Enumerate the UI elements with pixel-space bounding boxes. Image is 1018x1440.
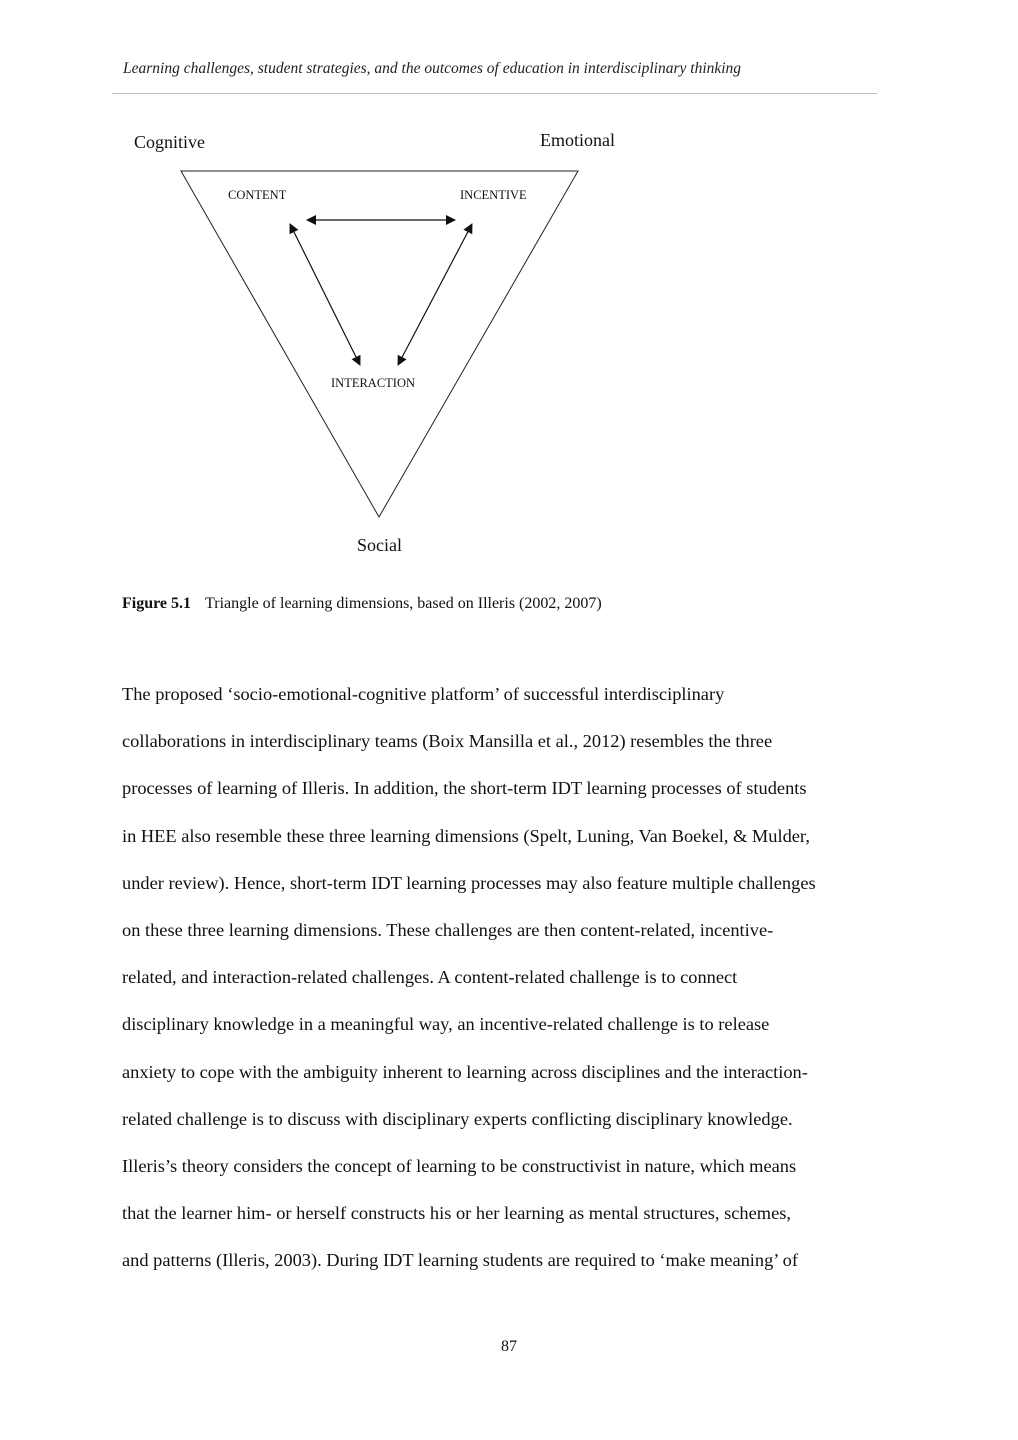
figure-caption [122, 595, 602, 613]
body-line: Illeris’s theory considers the concept of learning to be constructivist in nature, which means [122, 1155, 797, 1176]
content-interaction-arrow [290, 224, 360, 365]
social-label: Social [357, 535, 402, 555]
body-paragraph [122, 682, 912, 1295]
body-line: related, and interaction-related challenges. A content-related challenge is to connect [122, 967, 738, 988]
body-line: under review). Hence, short-term IDT learning processes may also feature multiple challenges [122, 872, 816, 893]
outer-triangle [181, 171, 578, 517]
emotional-label: Emotional [540, 130, 615, 150]
cognitive-label: Cognitive [134, 132, 205, 152]
body-line: disciplinary knowledge in a meaningful way, an incentive-related challenge is to release [122, 1014, 770, 1035]
incentive-interaction-arrow [398, 224, 472, 365]
body-line: in HEE also resemble these three learning dimensions (Spelt, Luning, Van Boekel, & Mulder, [122, 825, 810, 846]
running-header: Learning challenges, student strategies, and the outcomes of education in interdisciplinary thinking [123, 60, 742, 77]
learning-triangle-diagram [0, 0, 1018, 580]
incentive-label: INCENTIVE [460, 188, 527, 202]
body-line: and patterns (Illeris, 2003). During IDT learning students are required to ‘make meaning’ of [122, 1250, 798, 1271]
body-line: processes of learning of Illeris. In addition, the short-term IDT learning processes of students [122, 778, 807, 799]
body-line: anxiety to cope with the ambiguity inherent to learning across disciplines and the interaction- [122, 1061, 808, 1082]
content-label: CONTENT [228, 188, 287, 202]
figure-caption-text: Triangle of learning dimensions, based on Illeris (2002, 2007) [205, 595, 602, 612]
interaction-label: INTERACTION [331, 376, 416, 390]
body-line: that the learner him- or herself constructs his or her learning as mental structures, schemes, [122, 1203, 791, 1224]
figure-number: Figure 5.1 [122, 595, 192, 612]
body-line: collaborations in interdisciplinary teams (Boix Mansilla et al., 2012) resembles the three [122, 731, 773, 752]
body-line: The proposed ‘socio-emotional-cognitive platform’ of successful interdisciplinary [122, 684, 725, 704]
page-number: 87 [501, 1338, 517, 1355]
body-line: on these three learning dimensions. These challenges are then content-related, incentive- [122, 919, 774, 940]
body-line: related challenge is to discuss with disciplinary experts conflicting disciplinary knowledge. [122, 1108, 793, 1129]
